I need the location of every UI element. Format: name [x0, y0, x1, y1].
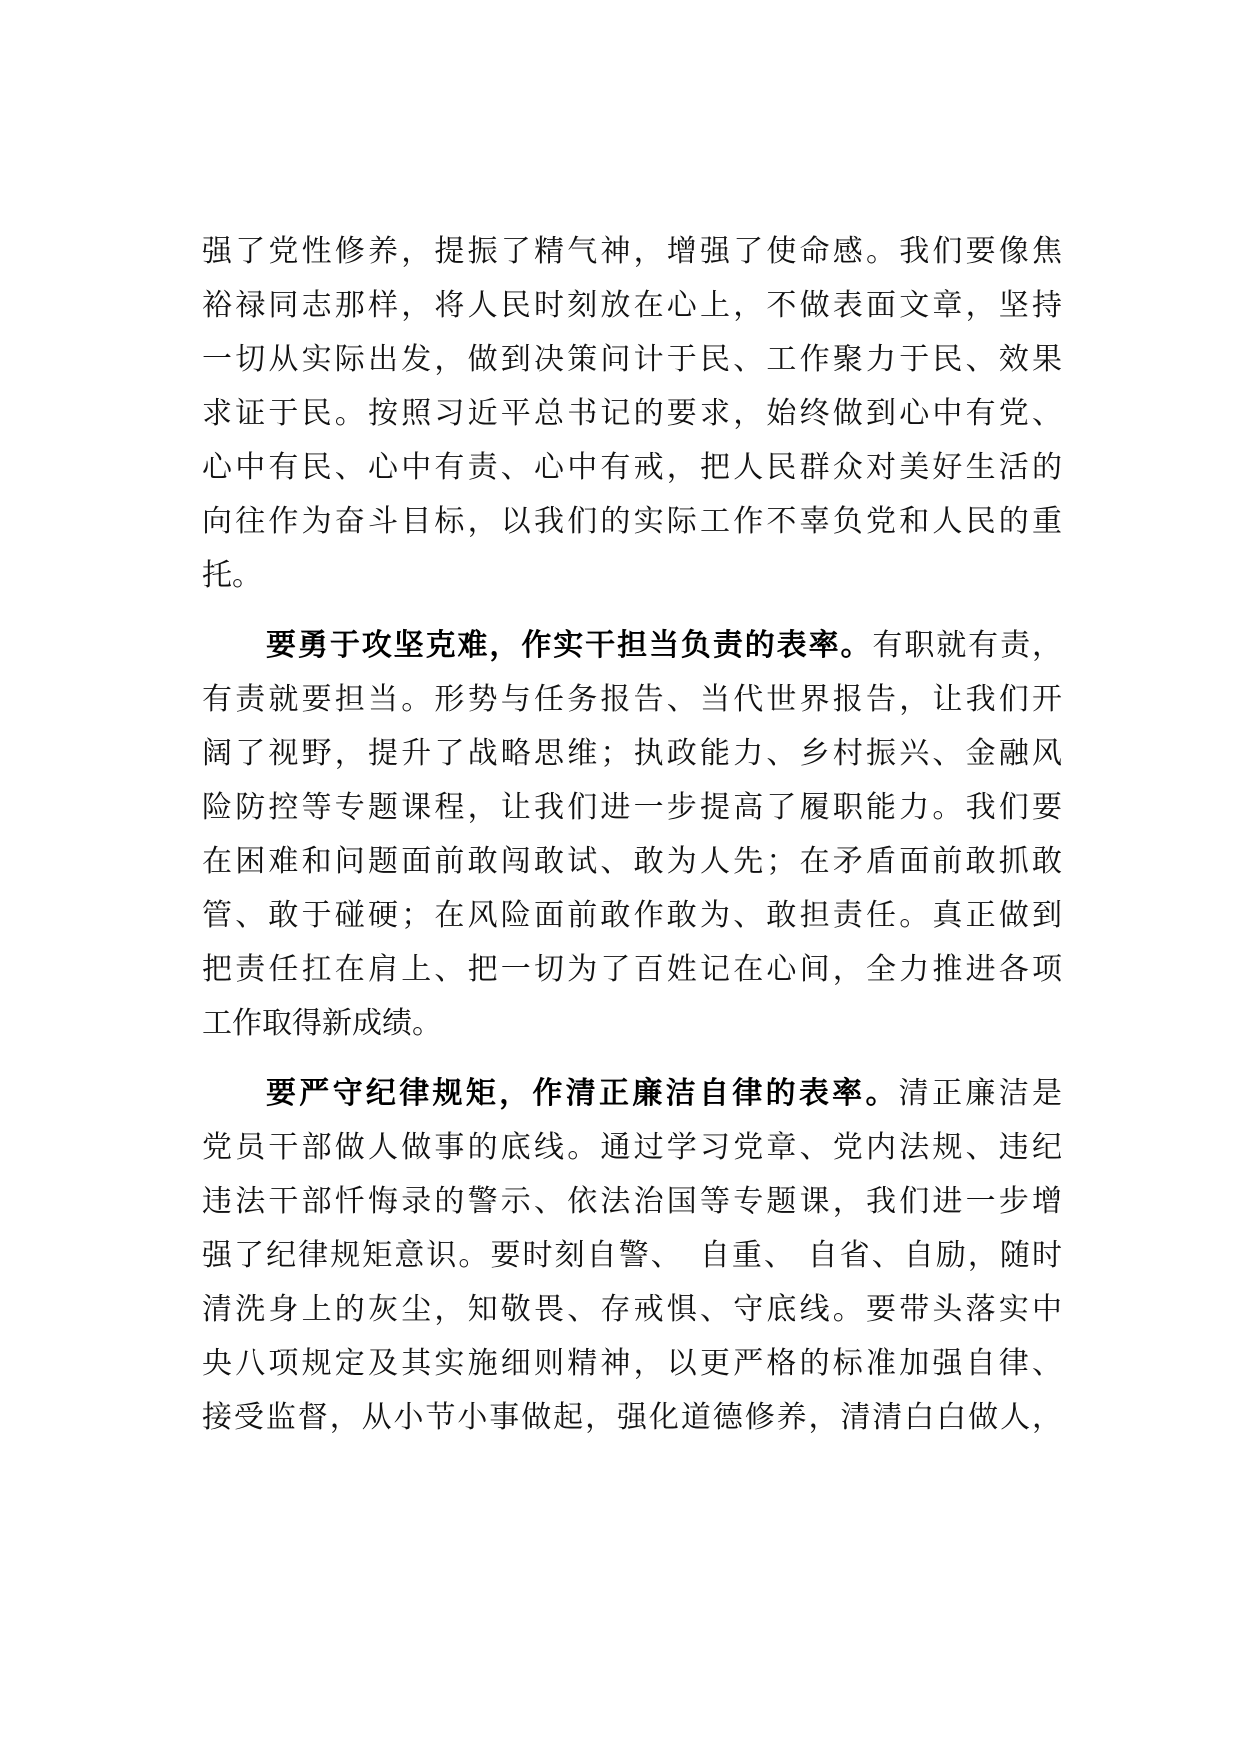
- paragraph-first-line: [202, 1067, 1062, 1121]
- text-line: 强了纪律规矩意识。要时刻自警、 自重、 自省、自励，随时: [202, 1238, 1062, 1273]
- text-line: 阔了视野，提升了战略思维；执政能力、乡村振兴、金融风: [202, 736, 1062, 771]
- text-line: 党员干部做人做事的底线。通过学习党章、党内法规、违纪: [202, 1130, 1062, 1165]
- text-line: 求证于民。按照习近平总书记的要求，始终做到心中有党、: [202, 396, 1062, 431]
- text-line: 强了党性修养，提振了精气神，增强了使命感。我们要像焦: [202, 234, 1062, 269]
- paragraph-2: [202, 619, 1062, 1051]
- text-line: 心中有民、心中有责、心中有戒，把人民群众对美好生活的: [202, 450, 1062, 485]
- text-line: 清洗身上的灰尘，知敬畏、存戒惧、守底线。要带头落实中: [202, 1292, 1062, 1327]
- text-line: 工作取得新成绩。: [202, 1006, 442, 1041]
- body-text: [202, 225, 1062, 1445]
- text-line: 接受监督，从小节小事做起，强化道德修养，清清白白做人，: [202, 1400, 1062, 1435]
- text-line: 有责就要担当。形势与任务报告、当代世界报告，让我们开: [202, 682, 1062, 717]
- paragraph-gap: [202, 1051, 1062, 1067]
- paragraph-first-line-text: 有职就有责，: [872, 628, 1063, 663]
- text-line: 管、敢于碰硬；在风险面前敢作敢为、敢担责任。真正做到: [202, 898, 1062, 933]
- text-line: 一切从实际出发，做到决策问计于民、工作聚力于民、效果: [202, 342, 1062, 377]
- paragraph-first-line-text: 清正廉洁是: [898, 1076, 1063, 1111]
- paragraph-heading: 要严守纪律规矩，作清正廉洁自律的表率。: [266, 1076, 899, 1111]
- text-line: 违法干部忏悔录的警示、依法治国等专题课，我们进一步增: [202, 1184, 1062, 1219]
- paragraph-first-line: [202, 619, 1062, 673]
- text-line: 向往作为奋斗目标，以我们的实际工作不辜负党和人民的重: [202, 504, 1062, 539]
- text-line: 险防控等专题课程，让我们进一步提高了履职能力。我们要: [202, 790, 1062, 825]
- paragraph-1: [202, 225, 1062, 603]
- paragraph-heading: 要勇于攻坚克难，作实干担当负责的表率。: [266, 628, 873, 663]
- paragraph-gap: [202, 603, 1062, 619]
- text-line: 央八项规定及其实施细则精神，以更严格的标准加强自律、: [202, 1346, 1062, 1381]
- paragraph-3: [202, 1067, 1062, 1445]
- text-line: 在困难和问题面前敢闯敢试、敢为人先；在矛盾面前敢抓敢: [202, 844, 1062, 879]
- text-line: 裕禄同志那样，将人民时刻放在心上，不做表面文章，坚持: [202, 288, 1062, 323]
- text-line: 托。: [202, 558, 262, 593]
- text-line: 把责任扛在肩上、把一切为了百姓记在心间，全力推进各项: [202, 952, 1062, 987]
